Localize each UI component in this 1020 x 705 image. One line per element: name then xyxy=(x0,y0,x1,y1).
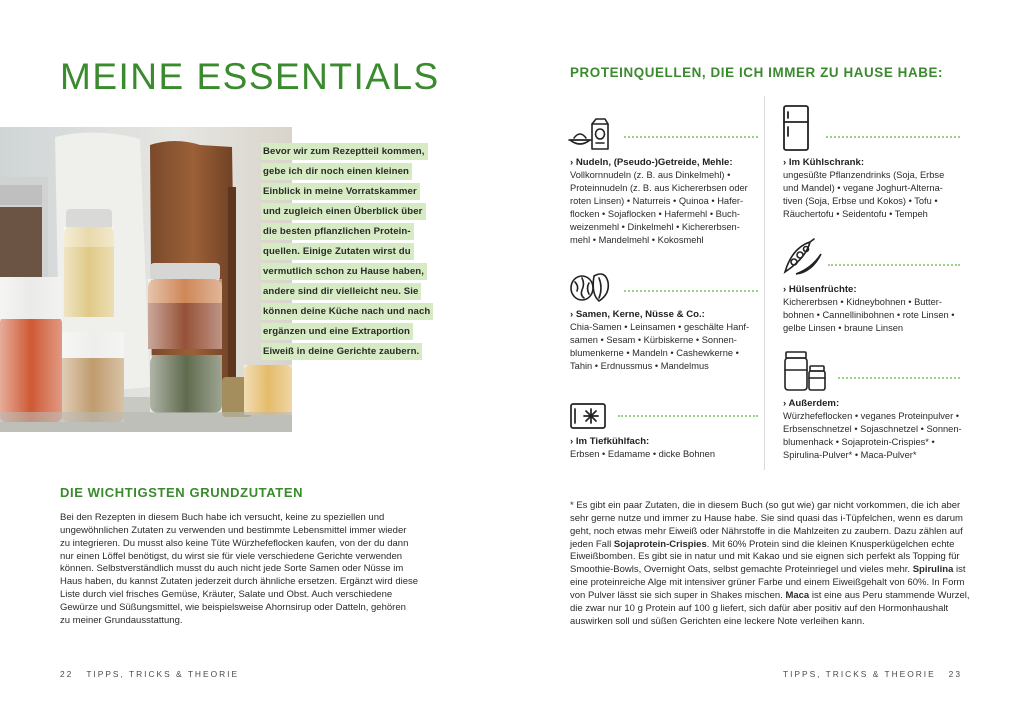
category-title: › Im Kühlschrank: xyxy=(783,157,865,168)
flour-bag-icon xyxy=(568,116,610,152)
footnote-line: * Es gibt ein paar Zutaten, die in diesem Buch (so gut wie) gar nicht vorkommen, die ich aber xyxy=(570,500,961,511)
intro-line: vermutlich schon zu Hause haben, xyxy=(261,261,427,281)
pantry-photo xyxy=(0,127,292,432)
category-nudeln xyxy=(570,156,760,246)
page-number: 23 xyxy=(948,669,962,679)
category-title: › Samen, Kerne, Nüsse & Co.: xyxy=(570,309,705,320)
footer-left xyxy=(60,669,239,679)
footnote-line: von Pulver lässt sie sich super in Shakes mischen. Maca ist eine aus Peru stammende Wurzel, xyxy=(570,589,970,601)
footer-label: TIPPS, TRICKS & THEORIE xyxy=(86,669,240,679)
category-title: › Hülsenfrüchte: xyxy=(783,284,857,295)
body-line: Haus haben, du kannst Zutaten jederzeit durch ähnliche ersetzen. Ergänzt wird diese xyxy=(60,576,419,588)
footnote-line: sehr gerne nutze und immer zu Hause habe. Sie sind quasi das i-Tüpfelchen, wenn es darum xyxy=(570,512,963,524)
intro-line: können deine Küche nach und nach xyxy=(261,301,427,321)
category-text: Vollkornnudeln (z. B. aus Dinkelmehl) • Proteinnudeln (z. B. aus Kichererbsen oder roten Linsen) • Naturreis • Quinoa • Hafer- flocken • Sojaflocken • Hafermehl • Buch- weizenmehl • Dinkelmehl • Kichererbsen- mehl • Mandelmehl • Kokosmehl xyxy=(570,170,748,245)
body-line: Liste durch viel frisches Gemüse, Kräuter, Salate und Obst. Auch verschiedene xyxy=(60,589,393,601)
intro-line: Einblick in meine Vorratskammer xyxy=(261,181,427,201)
highlight-maca: Maca xyxy=(785,589,810,601)
dotted-rule xyxy=(624,290,758,292)
category-huelsenfruechte xyxy=(783,283,973,335)
jars-icon xyxy=(783,350,827,392)
category-title: › Nudeln, (Pseudo-)Getreide, Mehle: xyxy=(570,157,733,168)
body-line: ungewöhnlichen Zutaten zu verwenden und bestimmte Lebensmittel immer wieder xyxy=(60,524,407,536)
body-line: können. Selbstverständlich musst du auch nicht jede Sorte Samen oder Nüsse im xyxy=(60,563,404,575)
footer-label: TIPPS, TRICKS & THEORIE xyxy=(782,669,936,679)
footnote-line: Smoothie-Bowls, Overnight Oats, selbst gemachte Proteinriegel und vieles mehr. Spirulina ist xyxy=(570,564,966,576)
highlight-spirulina: Spirulina xyxy=(912,564,954,576)
category-text: Würzhefeflocken • veganes Proteinpulver • Erbsenschnetzel • Sojaschnetzel • Sonnen- blumenhack • Sojaprotein-Crispies* • Spirulina-Pulver* • Maca-Pulver* xyxy=(783,411,962,460)
fridge-icon xyxy=(782,104,810,152)
intro-line: quellen. Einige Zutaten wirst du xyxy=(261,241,427,261)
section-body xyxy=(60,512,420,628)
footnote-line: Eiweißbomben. Es gibt sie in natur und mit Kakao und sie eignen sich perfekt als Topping für xyxy=(570,551,960,563)
dotted-rule xyxy=(618,415,758,417)
peapod-icon xyxy=(782,238,824,278)
body-line: Bei den Rezepten in diesem Buch habe ich versucht, keine zu speziellen und xyxy=(60,512,385,523)
intro-line: Eiweiß in deine Gerichte zaubern. xyxy=(261,341,427,361)
intro-paragraph xyxy=(261,141,431,361)
section-heading: DIE WICHTIGSTEN GRUNDZUTATEN xyxy=(60,485,304,500)
footnote-line: eine proteinreiche Alge mit intensiver grüner Farbe und einem Eiweißgehalt von 60%. In Form xyxy=(570,577,965,589)
freezer-icon xyxy=(569,402,607,430)
dotted-rule xyxy=(826,136,960,138)
dotted-rule xyxy=(828,264,960,266)
category-text: Chia-Samen • Leinsamen • geschälte Hanf- samen • Sesam • Kürbiskerne • Sonnen- blumenkerne • Mandeln • Cashewkerne • Tahin • Erdnussmus • Mandelmus xyxy=(570,322,750,371)
category-tiefkuehlfach xyxy=(570,435,760,461)
footnote-line: die zwar nur 10 g Protein auf 100 g liefert, sich dafür aber positiv auf den Hormonhaushalt xyxy=(570,602,949,614)
pantry-jars-image xyxy=(0,127,292,432)
category-text: Kichererbsen • Kidneybohnen • Butter- bohnen • Cannellinibohnen • rote Linsen • gelbe Linsen • braune Linsen xyxy=(783,297,955,333)
column-divider xyxy=(764,96,765,470)
intro-line: ergänzen und eine Extraportion xyxy=(261,321,427,341)
footnote-line: auswirken soll und süßen Gerichten eine leckere Note verleihen kann. xyxy=(570,615,865,627)
body-line: zu integrieren. Du musst also keine Tüte Würzhefeflocken kaufen, von der du dann xyxy=(60,537,409,549)
category-samen xyxy=(570,308,760,373)
body-line: Gewürze und Süßungsmittel, wie beispielsweise Ahornsirup oder Datteln, gehören xyxy=(60,601,406,613)
footnote xyxy=(570,500,970,628)
footnote-line: jeden Fall Sojaprotein-Crispies. Mit 60% Protein sind die kleinen Knusperkügelchen echte xyxy=(570,538,955,550)
right-heading: PROTEINQUELLEN, DIE ICH IMMER ZU HAUSE HABE: xyxy=(570,65,944,80)
highlight-sojaprotein: Sojaprotein-Crispies xyxy=(613,538,707,550)
dotted-rule xyxy=(624,136,758,138)
category-ausserdem xyxy=(783,397,973,462)
intro-line: und zugleich einen Überblick über xyxy=(261,201,427,221)
footer-right xyxy=(783,669,962,679)
dotted-rule xyxy=(838,377,960,379)
intro-line: gebe ich dir noch einen kleinen xyxy=(261,161,427,181)
nuts-icon xyxy=(569,268,611,304)
category-text: ungesüßte Pflanzendrinks (Soja, Erbse und Mandel) • vegane Joghurt-Alterna- tiven (Soja, Erbse und Kokos) • Tofu • Räuchertofu • Seidentofu • Tempeh xyxy=(783,170,945,219)
category-text: Erbsen • Edamame • dicke Bohnen xyxy=(570,449,716,459)
body-line: nur einen Löffel benötigst, du wirst sie für viele verschiedene Gerichte verwenden xyxy=(60,550,403,562)
intro-line: Bevor wir zum Rezeptteil kommen, xyxy=(261,141,427,161)
footnote-line: geht, noch etwas mehr Eiweiß oder Nährstoffe in die Mahlzeiten zu zaubern. Dazu zählen auf xyxy=(570,525,963,537)
page-number: 22 xyxy=(60,669,74,679)
intro-line: andere sind dir vielleicht neu. Sie xyxy=(261,281,427,301)
category-title: › Außerdem: xyxy=(783,398,840,409)
category-kuehlschrank xyxy=(783,156,973,221)
category-title: › Im Tiefkühlfach: xyxy=(570,436,650,447)
page-title: MEINE ESSENTIALS xyxy=(60,56,440,97)
body-line: zu meiner Grundausstattung. xyxy=(60,614,183,626)
intro-line: die besten pflanzlichen Protein- xyxy=(261,221,427,241)
